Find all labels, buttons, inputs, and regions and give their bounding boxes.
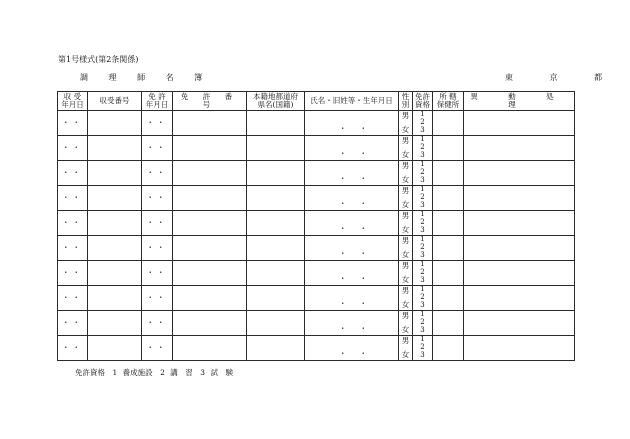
name-birth-cell[interactable]	[305, 311, 399, 336]
header-name-birth: 氏名・旧姓等・生年月日	[305, 92, 399, 111]
birth-date-dots: ・・	[339, 299, 380, 308]
register-title: 調 理 師 名 簿	[80, 73, 212, 82]
sex-cell[interactable]	[399, 211, 413, 236]
sex-cell[interactable]	[399, 336, 413, 361]
qualification-cell[interactable]	[413, 211, 433, 236]
qualification-cell[interactable]	[413, 286, 433, 311]
qualification-option: 1	[420, 310, 425, 319]
health-center-cell[interactable]	[433, 161, 464, 186]
birth-date-dots: ・・	[339, 224, 380, 233]
sex-cell[interactable]	[399, 186, 413, 211]
name-birth-cell[interactable]	[305, 136, 399, 161]
license-number-cell[interactable]	[173, 286, 247, 311]
domicile-cell[interactable]	[247, 236, 305, 261]
license-number-cell[interactable]	[173, 186, 247, 211]
changes-cell[interactable]	[464, 186, 575, 211]
qualification-option: 2	[420, 193, 425, 202]
license-date-cell[interactable]: ・・	[142, 311, 173, 336]
header-domicile: 本籍地都道府 県名(国籍)	[247, 92, 305, 111]
sex-female-option: 女	[401, 250, 410, 259]
table-row	[58, 161, 575, 186]
qualification-option: 3	[420, 150, 425, 159]
qualification-option: 2	[420, 118, 425, 127]
health-center-cell[interactable]	[433, 311, 464, 336]
sex-male-option: 男	[401, 111, 410, 120]
health-center-cell[interactable]	[433, 211, 464, 236]
qualification-cell[interactable]	[413, 186, 433, 211]
domicile-cell[interactable]	[247, 211, 305, 236]
birth-date-dots: ・・	[339, 349, 380, 358]
qualification-option: 3	[420, 250, 425, 259]
license-number-cell[interactable]	[173, 236, 247, 261]
receipt-date-cell[interactable]: ・・	[58, 286, 88, 311]
birth-date-dots: ・・	[339, 149, 380, 158]
qualification-option: 2	[420, 268, 425, 277]
receipt-date-cell[interactable]: ・・	[58, 336, 88, 361]
qualification-option: 3	[420, 350, 425, 359]
receipt-date-cell[interactable]: ・・	[58, 161, 88, 186]
domicile-cell[interactable]	[247, 311, 305, 336]
table-row	[58, 186, 575, 211]
sex-male-option: 男	[401, 336, 410, 345]
sex-male-option: 男	[401, 211, 410, 220]
qualification-option: 1	[420, 185, 425, 194]
form-number: 第1号様式(第2条関係)	[58, 55, 139, 64]
qualification-option: 1	[420, 110, 425, 119]
sex-cell[interactable]	[399, 161, 413, 186]
domicile-cell[interactable]	[247, 261, 305, 286]
sex-male-option: 男	[401, 186, 410, 195]
name-birth-cell[interactable]	[305, 286, 399, 311]
changes-cell[interactable]	[464, 336, 575, 361]
qualification-option: 2	[420, 293, 425, 302]
name-birth-cell[interactable]	[305, 111, 399, 136]
license-number-cell[interactable]	[173, 161, 247, 186]
birth-date-dots: ・・	[339, 249, 380, 258]
license-date-cell[interactable]: ・・	[142, 111, 173, 136]
changes-cell[interactable]	[464, 236, 575, 261]
qualification-option: 3	[420, 125, 425, 134]
header-receipt-number: 収受番号	[88, 92, 142, 111]
qualification-option: 3	[420, 325, 425, 334]
domicile-cell[interactable]	[247, 336, 305, 361]
license-number-cell[interactable]	[173, 261, 247, 286]
sex-cell[interactable]	[399, 136, 413, 161]
health-center-cell[interactable]	[433, 261, 464, 286]
sex-cell[interactable]	[399, 111, 413, 136]
receipt-number-cell[interactable]	[88, 286, 142, 311]
sex-female-option: 女	[401, 275, 410, 284]
license-date-cell[interactable]: ・・	[142, 261, 173, 286]
health-center-cell[interactable]	[433, 236, 464, 261]
license-date-cell[interactable]: ・・	[142, 236, 173, 261]
receipt-number-cell[interactable]	[88, 111, 142, 136]
qualification-cell[interactable]	[413, 136, 433, 161]
header-changes: 異 動 処 理	[464, 92, 575, 111]
sex-female-option: 女	[401, 200, 410, 209]
receipt-number-cell[interactable]	[88, 186, 142, 211]
receipt-number-cell[interactable]	[88, 336, 142, 361]
sex-female-option: 女	[401, 125, 410, 134]
sex-male-option: 男	[401, 136, 410, 145]
domicile-cell[interactable]	[247, 186, 305, 211]
register-table	[57, 91, 575, 361]
receipt-date-cell[interactable]: ・・	[58, 111, 88, 136]
domicile-cell[interactable]	[247, 286, 305, 311]
qualification-option: 1	[420, 235, 425, 244]
qualification-option: 3	[420, 200, 425, 209]
header-row	[58, 92, 575, 111]
changes-cell[interactable]	[464, 261, 575, 286]
changes-cell[interactable]	[464, 161, 575, 186]
table-row	[58, 211, 575, 236]
sex-female-option: 女	[401, 175, 410, 184]
name-birth-cell[interactable]	[305, 211, 399, 236]
changes-cell[interactable]	[464, 211, 575, 236]
domicile-cell[interactable]	[247, 111, 305, 136]
table-row	[58, 136, 575, 161]
qualification-option: 2	[420, 143, 425, 152]
name-birth-cell[interactable]	[305, 161, 399, 186]
receipt-date-cell[interactable]: ・・	[58, 136, 88, 161]
qualification-legend: 免許資格 1 養成施設 2 講 習 3 試 験	[75, 368, 233, 377]
sex-female-option: 女	[401, 150, 410, 159]
sex-male-option: 男	[401, 261, 410, 270]
sex-male-option: 男	[401, 286, 410, 295]
qualification-option: 2	[420, 243, 425, 252]
license-date-cell[interactable]: ・・	[142, 186, 173, 211]
sex-cell[interactable]	[399, 261, 413, 286]
changes-cell[interactable]	[464, 136, 575, 161]
register-body	[58, 111, 575, 361]
sex-cell[interactable]	[399, 236, 413, 261]
license-date-cell[interactable]: ・・	[142, 286, 173, 311]
health-center-cell[interactable]	[433, 186, 464, 211]
qualification-cell[interactable]	[413, 111, 433, 136]
table-row	[58, 236, 575, 261]
header-health-center: 所 轄 保健所	[433, 92, 464, 111]
qualification-option: 3	[420, 300, 425, 309]
qualification-option: 1	[420, 135, 425, 144]
receipt-date-cell[interactable]: ・・	[58, 236, 88, 261]
qualification-option: 1	[420, 160, 425, 169]
receipt-date-cell[interactable]: ・・	[58, 211, 88, 236]
changes-cell[interactable]	[464, 286, 575, 311]
qualification-option: 2	[420, 318, 425, 327]
qualification-option: 1	[420, 210, 425, 219]
receipt-number-cell[interactable]	[88, 261, 142, 286]
sex-cell[interactable]	[399, 311, 413, 336]
table-row	[58, 311, 575, 336]
license-number-cell[interactable]	[173, 311, 247, 336]
receipt-number-cell[interactable]	[88, 211, 142, 236]
qualification-option: 1	[420, 260, 425, 269]
license-date-cell[interactable]: ・・	[142, 211, 173, 236]
name-birth-cell[interactable]	[305, 186, 399, 211]
qualification-cell[interactable]	[413, 336, 433, 361]
qualification-option: 2	[420, 218, 425, 227]
sex-female-option: 女	[401, 350, 410, 359]
qualification-option: 3	[420, 275, 425, 284]
changes-cell[interactable]	[464, 111, 575, 136]
license-date-cell[interactable]: ・・	[142, 161, 173, 186]
domicile-cell[interactable]	[247, 161, 305, 186]
sex-cell[interactable]	[399, 286, 413, 311]
receipt-date-cell[interactable]: ・・	[58, 261, 88, 286]
receipt-number-cell[interactable]	[88, 136, 142, 161]
qualification-option: 2	[420, 343, 425, 352]
qualification-option: 1	[420, 335, 425, 344]
health-center-cell[interactable]	[433, 136, 464, 161]
qualification-cell[interactable]	[413, 236, 433, 261]
license-number-cell[interactable]	[173, 211, 247, 236]
license-date-cell[interactable]: ・・	[142, 136, 173, 161]
health-center-cell[interactable]	[433, 111, 464, 136]
qualification-option: 3	[420, 175, 425, 184]
license-number-cell[interactable]	[173, 336, 247, 361]
sex-female-option: 女	[401, 325, 410, 334]
receipt-date-cell[interactable]: ・・	[58, 311, 88, 336]
sex-male-option: 男	[401, 236, 410, 245]
license-number-cell[interactable]	[173, 111, 247, 136]
qualification-option: 3	[420, 225, 425, 234]
qualification-cell[interactable]	[413, 261, 433, 286]
qualification-cell[interactable]	[413, 311, 433, 336]
birth-date-dots: ・・	[339, 174, 380, 183]
birth-date-dots: ・・	[339, 199, 380, 208]
sex-male-option: 男	[401, 161, 410, 170]
qualification-cell[interactable]	[413, 161, 433, 186]
qualification-option: 2	[420, 168, 425, 177]
receipt-date-cell[interactable]: ・・	[58, 186, 88, 211]
license-date-cell[interactable]: ・・	[142, 336, 173, 361]
table-row	[58, 286, 575, 311]
domicile-cell[interactable]	[247, 136, 305, 161]
name-birth-cell[interactable]	[305, 236, 399, 261]
birth-date-dots: ・・	[339, 274, 380, 283]
name-birth-cell[interactable]	[305, 336, 399, 361]
qualification-option: 1	[420, 285, 425, 294]
table-row	[58, 336, 575, 361]
prefecture-name: 東 京 都	[505, 73, 620, 82]
sex-female-option: 女	[401, 300, 410, 309]
receipt-number-cell[interactable]	[88, 161, 142, 186]
birth-date-dots: ・・	[339, 324, 380, 333]
sex-female-option: 女	[401, 225, 410, 234]
sex-male-option: 男	[401, 311, 410, 320]
header-license-date: 免 許 年月日	[142, 92, 173, 111]
table-row	[58, 111, 575, 136]
receipt-number-cell[interactable]	[88, 311, 142, 336]
changes-cell[interactable]	[464, 311, 575, 336]
birth-date-dots: ・・	[339, 124, 380, 133]
header-sex: 性 別	[399, 92, 413, 111]
header-license-number: 免 許 番 号	[173, 92, 247, 111]
header-receipt-date: 収 受 年月日	[58, 92, 88, 111]
name-birth-cell[interactable]	[305, 261, 399, 286]
receipt-number-cell[interactable]	[88, 236, 142, 261]
health-center-cell[interactable]	[433, 286, 464, 311]
license-number-cell[interactable]	[173, 136, 247, 161]
header-qualification: 免許 資格	[413, 92, 433, 111]
table-row	[58, 261, 575, 286]
health-center-cell[interactable]	[433, 336, 464, 361]
